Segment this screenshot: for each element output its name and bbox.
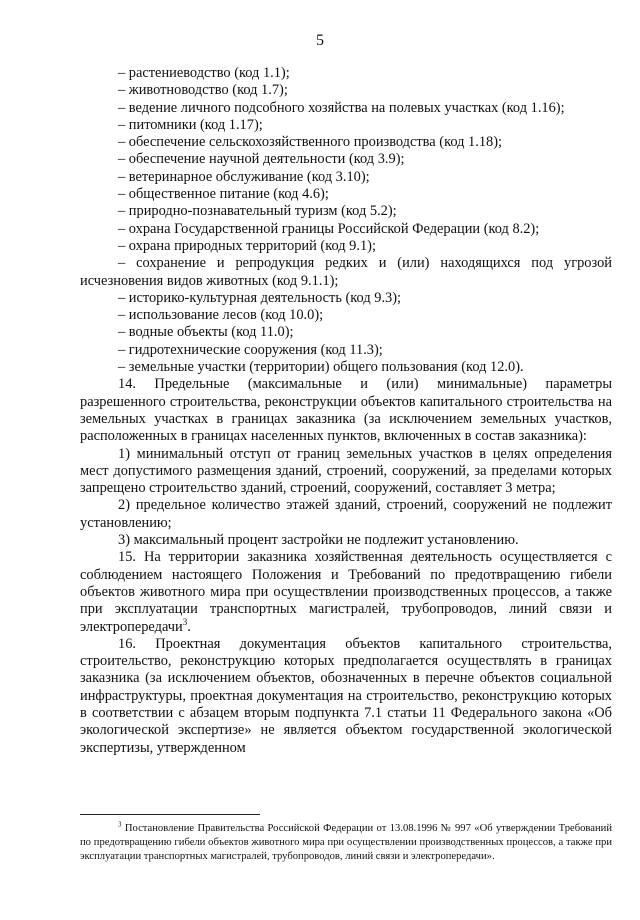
list-item: – земельные участки (территории) общего пользования (код 12.0). — [118, 359, 524, 376]
paragraph-14-item-3: 3) максимальный процент застройки не подлежит установлению. — [118, 532, 519, 549]
list-item: – ведение личного подсобного хозяйства на полевых участках (код 1.16); — [118, 99, 565, 116]
land-use-list — [80, 65, 612, 376]
list-item-rare-species: – сохранение и репродукция редких и (или) находящихся под угрозой исчезновения видов животных (код 9.1.1); — [80, 255, 612, 289]
list-item: – животноводство (код 1.7); — [118, 82, 288, 99]
list-item: – растениеводство (код 1.1); — [118, 65, 290, 81]
paragraph-16: 16. Проектная документация объектов капитального строительства, строительство, реконструкцию которых предполагается осуществлять в границах заказника (за исключением объектов, обозначенных в перечне объектов социальной инфраструктуры, проектная документация на строительство, реконструкцию которых в соответствии с абзацем вторым подпункта 7.1 статьи 11 Федерального закона «Об экологической экспертизе» не является объектом государственной экологической экспертизы, утвержденном — [80, 635, 612, 756]
footnote-divider — [80, 814, 260, 815]
page-number: 5 — [316, 32, 324, 49]
paragraph-14: 14. Предельные (максимальные и (или) минимальные) параметры разрешенного строительства, реконструкции объектов капитального строительства на земельных участках в границах заказника (за исключением земельных участков, расположенных в границах населенных пунктов, включенных в состав заказника): — [80, 376, 612, 445]
list-item: – природно-познавательный туризм (код 5.2); — [118, 203, 397, 220]
footnote-reference[interactable]: 3 — [182, 616, 188, 627]
paragraph-14-item-2: 2) предельное количество этажей зданий, строений, сооружений не подлежит установлению; — [80, 497, 612, 531]
document-body — [80, 65, 612, 757]
footnote-text: Постановление Правительства Российской Федерации от 13.08.1996 № 997 «Об утверждении Требований по предотвращению гибели объектов животного мира при осуществлении производственных процессов, а также при эксплуатации транспортных магистралей, трубопроводов, линий связи и электропередачи». — [80, 823, 612, 862]
list-item: – общественное питание (код 4.6); — [118, 186, 329, 203]
paragraph-15-end: . — [187, 618, 191, 635]
list-item: – историко-культурная деятельность (код 9.3); — [118, 289, 402, 306]
footnote — [80, 822, 612, 864]
list-item: – питомники (код 1.17); — [118, 116, 263, 133]
list-item: – охрана природных территорий (код 9.1); — [118, 237, 376, 254]
list-item: – обеспечение научной деятельности (код 3.9); — [118, 151, 405, 168]
list-item: – ветеринарное обслуживание (код 3.10); — [118, 168, 370, 185]
paragraph-14-item-1: 1) минимальный отступ от границ земельных участков в целях определения мест допустимого размещения зданий, строений, сооружений, за пределами которых запрещено строительство зданий, строений, сооружений, составляет 3 метра; — [80, 445, 612, 497]
list-item: – гидротехнические сооружения (код 11.3); — [118, 341, 383, 358]
list-item: – обеспечение сельскохозяйственного производства (код 1.18); — [118, 134, 502, 151]
paragraph-15 — [80, 549, 612, 635]
paragraph-15-text: 15. На территории заказника хозяйственная деятельность осуществляется с соблюдением настоящего Положения и Требований по предотвращению гибели объектов животного мира при осуществлении производственных процессов, а также при эксплуатации транспортных магистралей, трубопроводов, линий связи и электропередачи — [80, 549, 612, 635]
list-item: – использование лесов (код 10.0); — [118, 307, 324, 324]
footnote-number: 3 — [118, 820, 122, 829]
list-item: – охрана Государственной границы Российской Федерации (код 8.2); — [118, 220, 540, 237]
list-item: – водные объекты (код 11.0); — [118, 324, 294, 341]
